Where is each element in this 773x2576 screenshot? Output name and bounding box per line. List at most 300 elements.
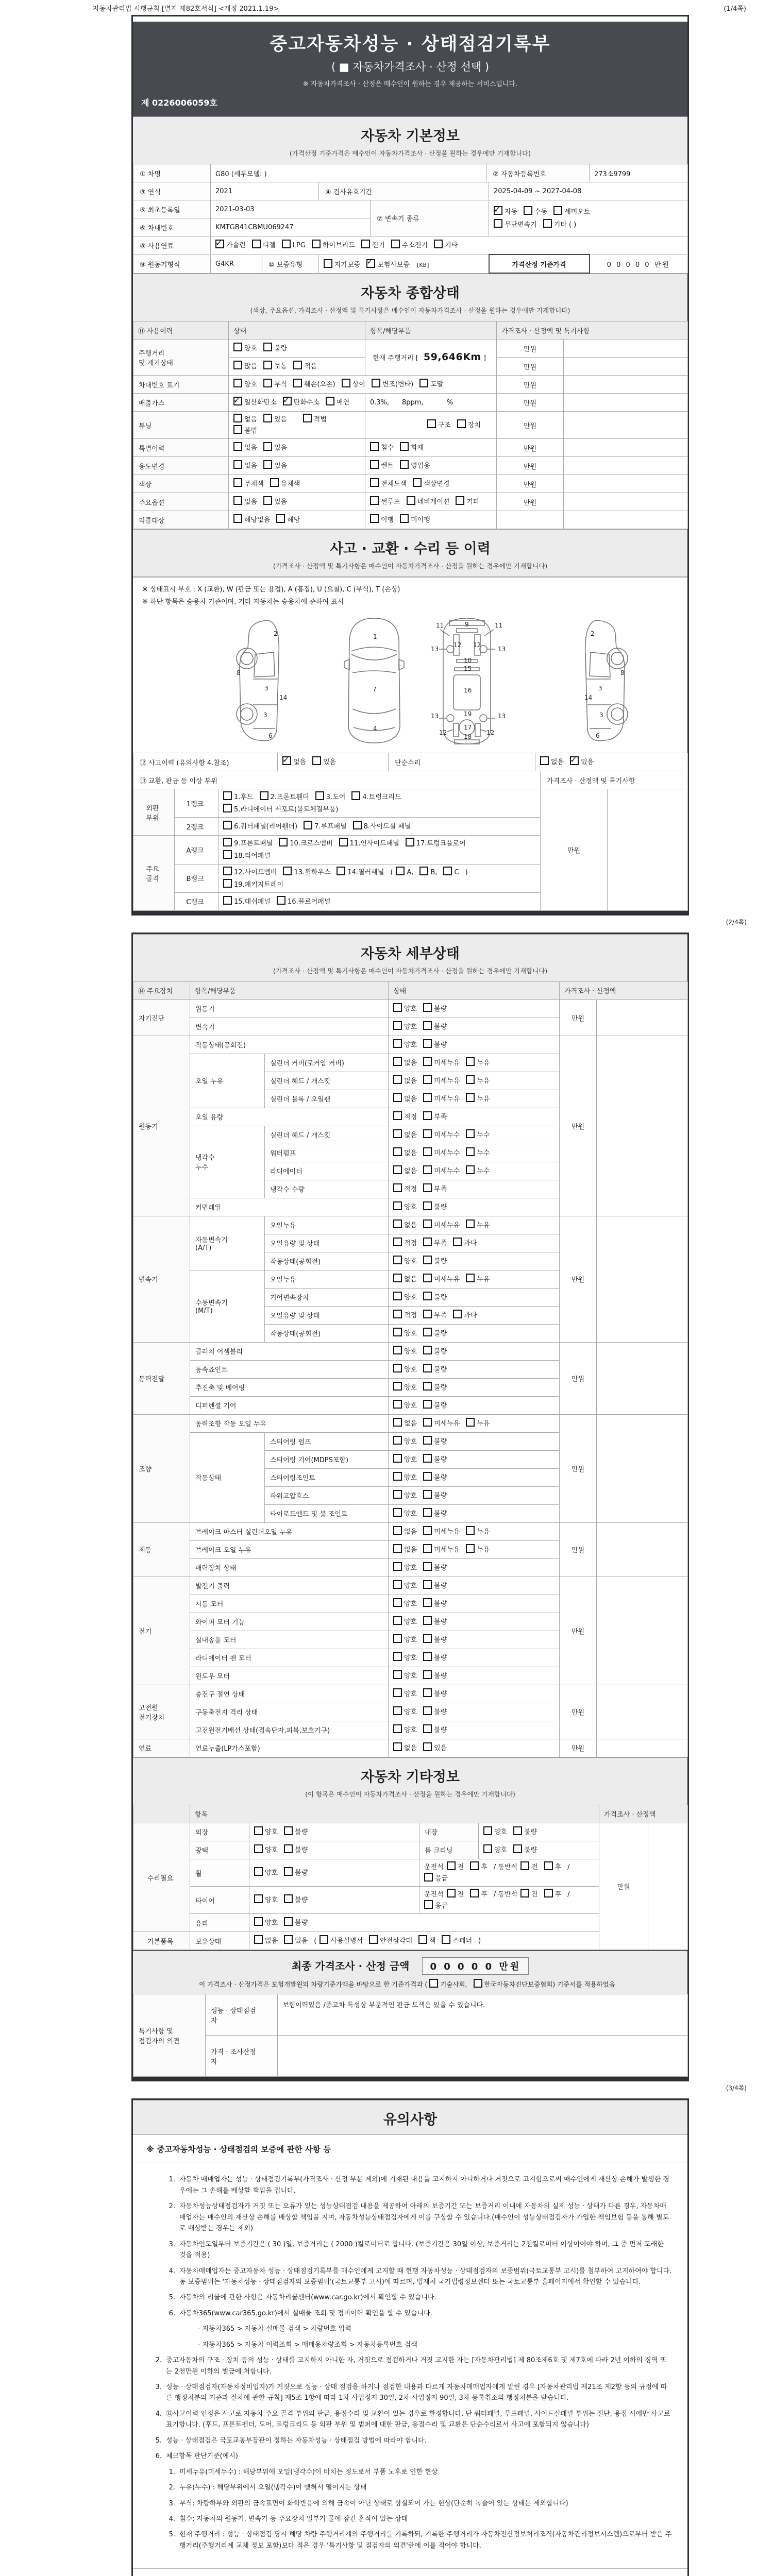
checkbox-option [233, 478, 264, 489]
checkbox-option [466, 1526, 490, 1537]
title-divider [133, 18, 687, 22]
checkbox[interactable] [370, 460, 379, 469]
checkbox-option [263, 343, 287, 354]
checkbox[interactable] [223, 867, 232, 875]
checkbox[interactable] [413, 478, 422, 487]
checkbox[interactable] [423, 1472, 432, 1481]
notice-item [162, 2308, 672, 2319]
notice-item-text: 자동차성능상태점검자가 거짓 또는 오류가 있는 성능상태점검 내용을 제공하여 아래의 보증기간 또는 보증거리 이내에 자동차의 실제 성능 · 상태가 다른 경우, 자동차매매업자는 매수인의 재산상 손해를 배상할 책임을 지며, 자동차성능상태점검자에게 이를 구상할 수 있습니다.(매수인이 성능상태점검자가 가입한 책임보험 등을 통해 별도로 배상받는 경우는 제외) [179, 2202, 669, 2233]
checkbox[interactable] [393, 1562, 402, 1571]
status-options [249, 1823, 419, 1841]
checkbox[interactable] [233, 496, 242, 505]
checkbox[interactable] [393, 1129, 402, 1138]
checkbox[interactable] [423, 1201, 432, 1210]
checkbox[interactable] [423, 1400, 432, 1409]
checkbox[interactable] [418, 1935, 427, 1944]
checkbox-option [423, 1724, 447, 1736]
checkbox[interactable] [423, 1346, 432, 1354]
checkbox-option [543, 219, 577, 230]
checkbox[interactable] [393, 1346, 402, 1354]
checkbox[interactable] [393, 1256, 402, 1264]
checkbox[interactable] [312, 756, 321, 765]
checkbox-checked[interactable] [494, 206, 502, 215]
checkbox[interactable] [423, 1039, 432, 1048]
header-cell: 가격조사 · 산정액 및 특기사항 [497, 321, 688, 340]
section-title: 자동차 기본정보 [361, 128, 460, 144]
notice-item-text: 부식: 차량하부와 외판의 금속표면이 화학반응에 의해 금속이 아닌 상태로 상실되어 가는 현상(단순히 녹슬어 있는 상태는 제외합니다) [179, 2499, 568, 2507]
checkbox-label: 불량 [434, 1023, 447, 1031]
checkbox[interactable] [284, 1917, 293, 1926]
checkbox[interactable] [304, 821, 312, 829]
checkbox[interactable] [393, 1183, 402, 1192]
checkbox[interactable] [466, 1544, 475, 1553]
checkbox-option [254, 1844, 278, 1856]
checkbox-checked[interactable] [366, 259, 375, 268]
checkbox[interactable] [393, 1075, 402, 1084]
checkbox[interactable] [233, 460, 242, 469]
checkbox-label: 없음 [404, 1131, 417, 1139]
checkbox[interactable] [423, 1057, 432, 1066]
checkbox[interactable] [466, 1129, 475, 1138]
checkbox[interactable] [470, 1861, 479, 1870]
checkbox-label: 있음 [274, 462, 288, 470]
checkbox[interactable] [434, 240, 443, 248]
checkbox[interactable] [427, 419, 436, 428]
checkbox[interactable] [233, 442, 242, 451]
notice-item-text: ⑫사고이력 인정은 사고로 자동차 주요 골격 부위의 판금, 용접수리 및 교환이 있는 경우로 한정합니다. 단 쿼터패널, 루프패널, 사이드실패널 부위는 절단, 용접 시에만 사고로 표기합니다. (후드, 프론트펜더, 도어, 트렁크리드 등 외판 부위 및 범퍼에 대한 판금, 용접수리 및 교환은 단순수리로서 사고에 포함되지 않습니다) [166, 2410, 670, 2429]
checkbox[interactable] [260, 791, 268, 800]
checkbox[interactable] [423, 1238, 432, 1246]
checkbox[interactable] [423, 1670, 432, 1679]
checkbox[interactable] [423, 1706, 432, 1715]
checkbox[interactable] [419, 379, 428, 387]
checkbox[interactable] [312, 240, 321, 248]
checkbox[interactable] [543, 219, 552, 228]
checkbox[interactable] [429, 1979, 438, 1988]
checkbox-label: 기타 [466, 498, 480, 506]
checkbox-label: 해당없음 [244, 516, 271, 524]
checkbox[interactable] [423, 1454, 432, 1463]
checkbox[interactable] [423, 1075, 432, 1084]
text-cell: 작동상태 [190, 1432, 265, 1522]
checkbox[interactable] [393, 1634, 402, 1643]
checkbox[interactable] [337, 867, 345, 875]
checkbox-label: 없음 [404, 1221, 417, 1229]
checkbox[interactable] [470, 1889, 479, 1897]
checkbox-label: 없음 [404, 1528, 417, 1536]
checkbox[interactable] [320, 1935, 328, 1944]
checkbox[interactable] [393, 1472, 402, 1481]
checkbox-label: 양호 [404, 1023, 417, 1031]
checkbox[interactable] [424, 1873, 433, 1882]
status-options [278, 753, 389, 771]
checkbox[interactable] [393, 1093, 402, 1102]
checkbox[interactable] [393, 1003, 402, 1012]
checkbox[interactable] [544, 1861, 553, 1870]
svg-text:3: 3 [598, 685, 602, 692]
checkbox[interactable] [423, 1093, 432, 1102]
checkbox-option [423, 1292, 447, 1303]
checkbox[interactable] [524, 206, 532, 215]
checkbox[interactable] [423, 1382, 432, 1391]
status-options [229, 340, 365, 358]
checkbox[interactable] [466, 1526, 475, 1535]
checkbox[interactable] [223, 821, 232, 829]
text-cell: 오일누유 [265, 1216, 389, 1234]
checkbox[interactable] [223, 838, 232, 846]
panel-frame-table [133, 789, 688, 911]
checkbox-option [423, 1238, 447, 1249]
checkbox[interactable] [233, 414, 242, 422]
checkbox[interactable] [423, 1147, 432, 1156]
checkbox[interactable] [393, 1219, 402, 1228]
checkbox[interactable] [263, 496, 272, 505]
checkbox-checked[interactable] [283, 397, 292, 405]
checkbox[interactable] [254, 1894, 263, 1903]
text [293, 416, 299, 423]
checkbox-label: 14.필러패널 [347, 868, 384, 876]
checkbox[interactable] [370, 496, 379, 505]
checkbox[interactable] [423, 1111, 432, 1120]
checkbox-label: 장치 [467, 421, 481, 430]
checkbox[interactable] [393, 1742, 402, 1751]
checkbox[interactable] [466, 1093, 475, 1102]
checkbox-option [423, 1328, 447, 1339]
checkbox-option [447, 1889, 464, 1900]
status-options [389, 1667, 560, 1685]
checkbox[interactable] [423, 1742, 432, 1751]
checkbox[interactable] [453, 1238, 462, 1246]
checkbox[interactable] [263, 379, 272, 387]
checkbox[interactable] [423, 1256, 432, 1264]
checkbox[interactable] [423, 1544, 432, 1553]
checkbox[interactable] [393, 1274, 402, 1282]
checkbox[interactable] [315, 791, 324, 800]
checkbox[interactable] [263, 343, 272, 351]
checkbox[interactable] [513, 1826, 522, 1835]
checkbox-label: 없음 [244, 498, 258, 506]
checkbox[interactable] [393, 1490, 402, 1499]
status-options [249, 1887, 419, 1914]
checkbox[interactable] [423, 1129, 432, 1138]
header-cell [133, 1805, 190, 1823]
checkbox[interactable] [423, 1165, 432, 1174]
checkbox[interactable] [483, 1826, 492, 1835]
checkbox[interactable] [233, 514, 242, 523]
checkbox-label: 없음 [404, 1167, 417, 1175]
options-cell [419, 1859, 599, 1886]
checkbox[interactable] [223, 879, 232, 888]
checkbox[interactable] [423, 1310, 432, 1318]
checkbox[interactable] [423, 1219, 432, 1228]
checkbox-option [393, 1111, 417, 1123]
checkbox[interactable] [466, 1274, 475, 1282]
checkbox[interactable] [393, 1526, 402, 1535]
checkbox[interactable] [553, 206, 562, 215]
car-diagram-svg [142, 615, 678, 745]
checkbox[interactable] [423, 1418, 432, 1427]
checkbox[interactable] [233, 379, 242, 387]
text-cell: 냉각수 누수 [190, 1126, 265, 1198]
checkbox[interactable] [466, 1418, 475, 1427]
checkbox-checked[interactable] [215, 240, 224, 248]
checkbox[interactable] [400, 460, 409, 469]
status-options [389, 1162, 560, 1180]
checkbox[interactable] [233, 361, 242, 369]
checkbox[interactable] [393, 1418, 402, 1427]
checkbox[interactable] [423, 1616, 432, 1625]
text-cell: 0.3%, 8ppm, % [365, 394, 497, 412]
checkbox[interactable] [443, 867, 452, 875]
checkbox[interactable] [423, 1003, 432, 1012]
checkbox[interactable] [393, 1111, 402, 1120]
checkbox[interactable] [391, 240, 400, 248]
checkbox[interactable] [223, 804, 232, 812]
checkbox[interactable] [423, 1183, 432, 1192]
notice-item-number: 4. [169, 2515, 175, 2523]
section-subtitle: (색상, 주요옵션, 가격조사 · 산정액 및 특기사항은 매수인이 자동차가격조사 · 산정을 원하는 경우에만 기재합니다) [250, 307, 570, 314]
checkbox[interactable] [254, 1917, 263, 1926]
checkbox[interactable] [324, 259, 332, 268]
checkbox[interactable] [423, 1021, 432, 1030]
checkbox[interactable] [284, 1894, 293, 1903]
checkbox[interactable] [393, 1454, 402, 1463]
checkbox[interactable] [223, 850, 232, 859]
checkbox[interactable] [233, 478, 242, 487]
checkbox[interactable] [326, 397, 334, 405]
checkbox[interactable] [393, 1201, 402, 1210]
checkbox[interactable] [361, 240, 370, 248]
checkbox[interactable] [423, 1580, 432, 1589]
checkbox-option [260, 791, 309, 803]
checkbox[interactable] [254, 1867, 263, 1876]
checkbox[interactable] [466, 1075, 475, 1084]
checkbox[interactable] [293, 379, 302, 387]
notice-item-text: 미세누유(미세누수) : 해당부위에 오일(냉각수)이 비치는 정도로서 부품 노후로 인한 현상 [179, 2468, 438, 2476]
checkbox[interactable] [276, 514, 285, 523]
checkbox[interactable] [370, 478, 379, 487]
checkbox-option [513, 1844, 537, 1856]
checkbox[interactable] [277, 896, 285, 905]
text-cell: 오일유량 및 상태 [265, 1306, 389, 1324]
notice-item-text: 현재 주행거리 : 성능 · 상태점검 당시 해당 차량 주행거리계의 주행거리를 기록하되, 기록한 주행거리가 자동차전산정보처리조직(자동차관리정보시스템)으로부터 받은 주행거리(주행거리계 교체 정보 포함)보다 적은 경우 '특기사항 및 점검자의 의견'란에 이를 적어야 합니다. [179, 2531, 672, 2550]
checkbox[interactable] [282, 240, 291, 248]
checkbox[interactable] [466, 1165, 475, 1174]
checkbox[interactable] [423, 1688, 432, 1697]
checkbox[interactable] [303, 414, 312, 422]
checkbox[interactable] [423, 1328, 432, 1336]
checkbox-label: 색상변경 [424, 480, 450, 488]
checkbox[interactable] [283, 867, 292, 875]
checkbox[interactable] [406, 838, 414, 846]
accident-history-row [133, 753, 688, 771]
checkbox-checked[interactable] [570, 756, 579, 765]
checkbox[interactable] [457, 419, 466, 428]
checkbox[interactable] [393, 1544, 402, 1553]
checkbox[interactable] [424, 1900, 433, 1909]
checkbox[interactable] [466, 1057, 475, 1066]
checkbox[interactable] [466, 1219, 475, 1228]
checkbox[interactable] [423, 1724, 432, 1733]
row-label: 유리 [190, 1914, 249, 1932]
checkbox[interactable] [393, 1310, 402, 1318]
status-options [389, 1378, 560, 1396]
checkbox[interactable] [223, 896, 232, 905]
checkbox[interactable] [456, 496, 464, 505]
checkbox[interactable] [393, 1616, 402, 1625]
checkbox-label: 있음 [274, 498, 288, 506]
checkbox[interactable] [453, 1310, 462, 1318]
checkbox[interactable] [423, 1526, 432, 1535]
checkbox[interactable] [423, 1436, 432, 1445]
checkbox[interactable] [393, 1382, 402, 1391]
svg-text:6: 6 [596, 732, 600, 740]
checkbox-option [423, 1093, 460, 1105]
checkbox[interactable] [370, 514, 379, 523]
checkbox[interactable] [339, 838, 348, 846]
checkbox[interactable] [544, 1889, 553, 1897]
checkbox[interactable] [263, 460, 272, 469]
checkbox[interactable] [393, 1039, 402, 1048]
checkbox[interactable] [393, 1238, 402, 1246]
notice-divider [133, 2568, 687, 2569]
checkbox[interactable] [223, 791, 232, 800]
checkbox[interactable] [400, 514, 409, 523]
checkbox[interactable] [284, 1826, 293, 1835]
year-value: 2021 [211, 182, 319, 200]
checkbox[interactable] [393, 1508, 402, 1517]
checkbox[interactable] [369, 1935, 378, 1944]
checkbox[interactable] [254, 1844, 263, 1853]
notice-item [162, 2482, 672, 2493]
row-label: 타이어 [190, 1887, 249, 1914]
checkbox[interactable] [254, 1826, 263, 1835]
checkbox[interactable] [494, 219, 502, 228]
checkbox[interactable] [393, 1328, 402, 1336]
checkbox[interactable] [263, 361, 272, 369]
checkbox[interactable] [423, 1292, 432, 1300]
checkbox[interactable] [393, 1057, 402, 1066]
checkbox[interactable] [342, 379, 350, 387]
checkbox-checked[interactable] [233, 397, 242, 405]
checkbox[interactable] [393, 1580, 402, 1589]
base-price-label: 가격산정 기준가격 [489, 255, 590, 273]
checkbox-option [423, 1670, 447, 1682]
checkbox[interactable] [393, 1706, 402, 1715]
checkbox[interactable] [447, 1889, 456, 1897]
checkbox-option [400, 514, 430, 526]
checkbox[interactable] [396, 867, 405, 875]
text-cell: 기어변속장치 [265, 1288, 389, 1306]
text-cell [597, 1414, 688, 1522]
checkbox[interactable] [540, 756, 549, 765]
checkbox[interactable] [423, 1508, 432, 1517]
checkbox[interactable] [474, 1979, 482, 1988]
checkbox[interactable] [393, 1598, 402, 1607]
checkbox[interactable] [370, 442, 379, 451]
checkbox-option [423, 1580, 447, 1591]
checkbox-option [342, 379, 365, 390]
checkbox[interactable] [513, 1844, 522, 1853]
checkbox[interactable] [400, 442, 409, 451]
checkbox[interactable] [442, 1935, 450, 1944]
checkbox[interactable] [393, 1670, 402, 1679]
checkbox[interactable] [393, 1436, 402, 1445]
checkbox[interactable] [423, 1652, 432, 1661]
checkbox-label: 전 [531, 1891, 538, 1899]
checkbox-option [393, 1742, 417, 1754]
checkbox[interactable] [393, 1165, 402, 1174]
svg-text:11: 11 [495, 622, 503, 630]
checkbox[interactable] [372, 379, 380, 387]
checkbox[interactable] [393, 1021, 402, 1030]
checkbox[interactable] [233, 343, 242, 351]
checkbox[interactable] [447, 1861, 456, 1870]
checkbox[interactable] [351, 791, 360, 800]
checkbox[interactable] [279, 838, 288, 846]
checkbox[interactable] [254, 1935, 263, 1944]
status-options [389, 1144, 560, 1162]
checkbox[interactable] [423, 1274, 432, 1282]
checkbox[interactable] [423, 1490, 432, 1499]
checkbox[interactable] [520, 1861, 529, 1870]
checkbox-label: 있음 [434, 1744, 447, 1752]
status-options [229, 457, 365, 475]
checkbox[interactable] [263, 442, 272, 451]
checkbox-checked[interactable] [282, 756, 291, 765]
checkbox-option [393, 1472, 417, 1483]
basic-info-row5 [133, 254, 688, 274]
checkbox[interactable] [393, 1652, 402, 1661]
checkbox[interactable] [423, 1364, 432, 1372]
checkbox-option [513, 1826, 537, 1838]
checkbox[interactable] [393, 1400, 402, 1409]
checkbox[interactable] [284, 1844, 293, 1853]
checkbox[interactable] [284, 1867, 293, 1876]
checkbox[interactable] [263, 414, 272, 422]
checkbox-option [370, 496, 400, 507]
text-cell: 2랭크 [175, 818, 219, 836]
checkbox[interactable] [284, 1935, 293, 1944]
checkbox[interactable] [423, 1598, 432, 1607]
checkbox[interactable] [233, 425, 242, 434]
checkbox[interactable] [466, 1147, 475, 1156]
checkbox-label: 양호 [404, 1600, 417, 1608]
checkbox-option [466, 1219, 490, 1231]
checkbox[interactable] [293, 361, 302, 369]
checkbox-label: LPG [292, 241, 306, 249]
checkbox[interactable] [419, 867, 428, 875]
checkbox[interactable] [252, 240, 261, 248]
checkbox-label: 일산화탄소 [244, 398, 277, 406]
checkbox-label: 불량 [434, 1473, 447, 1482]
checkbox[interactable] [407, 496, 415, 505]
checkbox[interactable] [520, 1889, 529, 1897]
checkbox[interactable] [393, 1147, 402, 1156]
checkbox[interactable] [483, 1844, 492, 1853]
checkbox-label: 불량 [434, 1455, 447, 1464]
checkbox[interactable] [423, 1562, 432, 1571]
checkbox[interactable] [393, 1688, 402, 1697]
checkbox[interactable] [353, 821, 362, 829]
checkbox[interactable] [423, 1634, 432, 1643]
checkbox[interactable] [393, 1292, 402, 1300]
checkbox[interactable] [270, 478, 279, 487]
checkbox-option [442, 1935, 472, 1946]
checkbox[interactable] [393, 1724, 402, 1733]
notice-item [148, 2409, 672, 2431]
checkbox[interactable] [393, 1364, 402, 1372]
